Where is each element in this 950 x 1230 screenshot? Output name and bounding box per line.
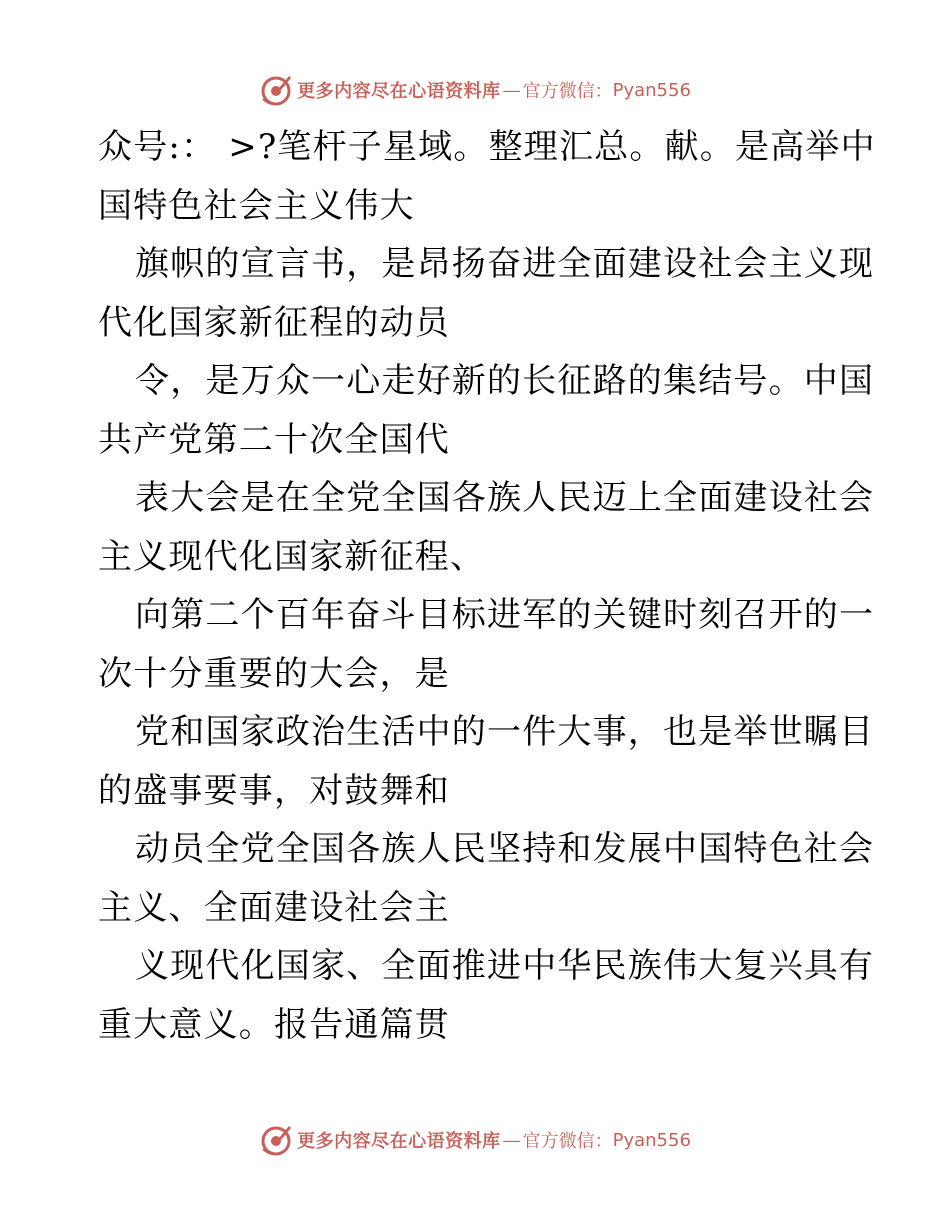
- body-line: 的盛事要事，对鼓舞和: [98, 770, 450, 811]
- body-line: 党和国家政治生活中的一件大事，也是举世瞩目: [135, 712, 875, 752]
- body-line: 众号:： >?笔杆子星域。整理汇总。献。是高举中: [98, 127, 876, 167]
- body-line: 向第二个百年奋斗目标进军的关键时刻召开的一: [135, 595, 875, 635]
- body-line: 共产党第二十次全国代: [98, 419, 450, 460]
- banner-wechat-label: 官方微信：: [522, 1131, 613, 1152]
- body-line: 代化国家新征程的动员: [98, 302, 450, 343]
- banner-wechat-id: Pyan556: [612, 1129, 691, 1151]
- pen-nib-circle-icon: [259, 73, 293, 107]
- pen-nib-circle-icon: [259, 1123, 293, 1157]
- body-line: 主义、全面建设社会主: [98, 887, 450, 928]
- banner-wechat-label: 官方微信：: [522, 81, 613, 102]
- banner-title: 更多内容尽在心语资料库: [297, 1131, 501, 1152]
- banner-wechat-id: Pyan556: [612, 79, 691, 101]
- body-line: 义现代化国家、全面推进中华民族伟大复兴具有: [135, 946, 875, 986]
- body-line: 动员全党全国各族人民坚持和发展中国特色社会: [135, 829, 875, 869]
- document-body: [98, 118, 878, 1054]
- footer-banner: [0, 1120, 950, 1160]
- body-line: 主义现代化国家新征程、: [98, 536, 486, 577]
- body-line: 表大会是在全党全国各族人民迈上全面建设社会: [135, 478, 875, 518]
- body-line: 旗帜的宣言书，是昂扬奋进全面建设社会主义现: [135, 244, 875, 284]
- banner-title: 更多内容尽在心语资料库: [297, 81, 501, 102]
- body-line: 重大意义。报告通篇贯: [98, 1004, 450, 1045]
- body-line: 令，是万众一心走好新的长征路的集结号。中国: [135, 361, 875, 401]
- body-line: 国特色社会主义伟大: [98, 185, 415, 226]
- body-line: 次十分重要的大会，是: [98, 653, 450, 694]
- banner-separator: —: [502, 1129, 521, 1151]
- header-banner: [0, 70, 950, 110]
- banner-separator: —: [502, 79, 521, 101]
